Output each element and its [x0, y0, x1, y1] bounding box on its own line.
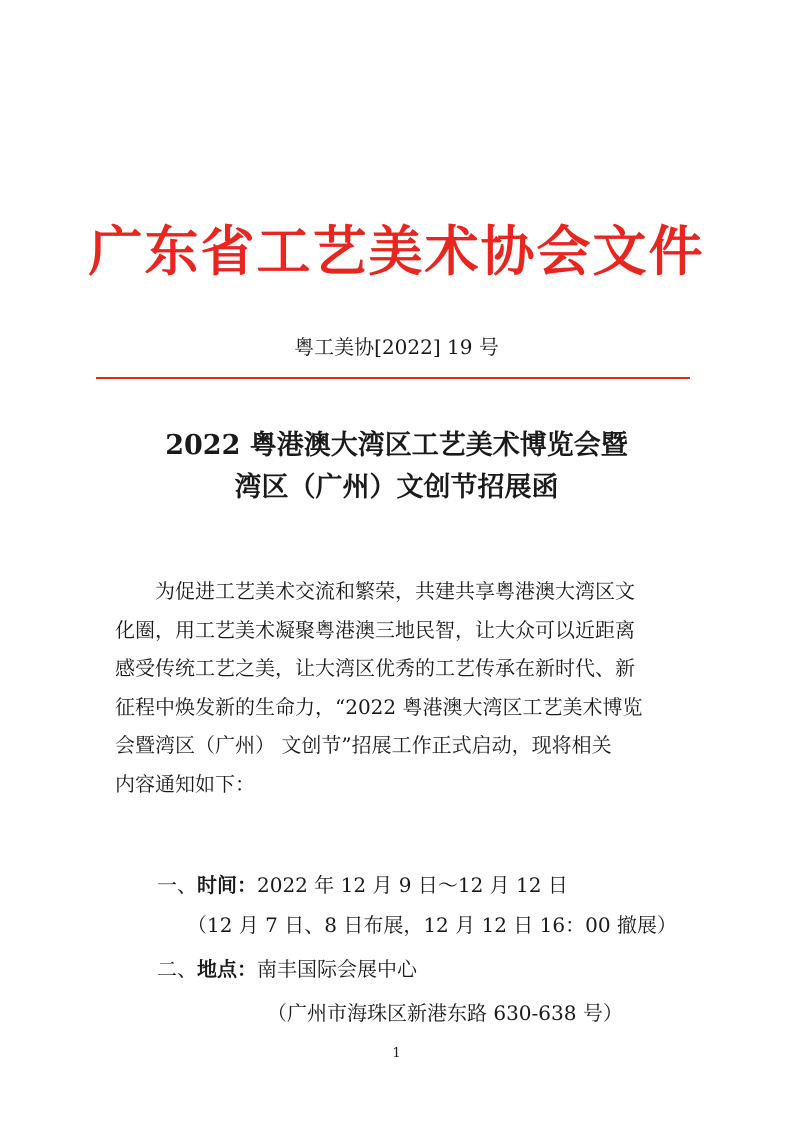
body-line-6: 内容通知如下： — [115, 771, 255, 796]
red-divider-line — [96, 377, 690, 379]
venue-row — [157, 955, 417, 983]
body-line-4: 征程中焕发新的生命力，“2022 粤港澳大湾区工艺美术博览 — [115, 694, 643, 719]
body-line-2: 化圈，用工艺美术凝聚粤港澳三地民智，让大众可以近距离 — [115, 617, 635, 642]
body-paragraph — [115, 572, 675, 803]
venue-prefix: 二、 — [157, 957, 197, 981]
body-line-1: 为促进工艺美术交流和繁荣，共建共享粤港澳大湾区文 — [115, 579, 635, 603]
venue-label: 地点： — [197, 957, 257, 981]
page-number: 1 — [392, 1046, 401, 1061]
organization-header: 广东省工艺美术协会文件 — [88, 219, 705, 283]
time-note: （12 月 7 日、8 日布展，12 月 12 日 16：00 撤展） — [187, 913, 677, 937]
time-value: 2022 年 12 月 9 日～12 月 12 日 — [257, 873, 568, 897]
title-line-1: 2022 粤港澳大湾区工艺美术博览会暨 — [165, 430, 628, 461]
body-line-5: 会暨湾区（广州） 文创节”招展工作正式启动，现将相关 — [115, 733, 612, 757]
venue-note: （广州市海珠区新港东路 630-638 号） — [267, 1001, 623, 1025]
title-line-2: 湾区（广州）文创节招展函 — [234, 472, 559, 503]
body-line-3: 感受传统工艺之美，让大湾区优秀的工艺传承在新时代、新 — [115, 656, 635, 680]
document-title — [0, 425, 793, 509]
venue-value: 南丰国际会展中心 — [257, 957, 417, 981]
time-prefix: 一、 — [157, 873, 197, 897]
time-label: 时间： — [197, 873, 257, 897]
time-row — [157, 871, 568, 899]
document-number: 粤工美协[2022] 19 号 — [294, 335, 499, 359]
